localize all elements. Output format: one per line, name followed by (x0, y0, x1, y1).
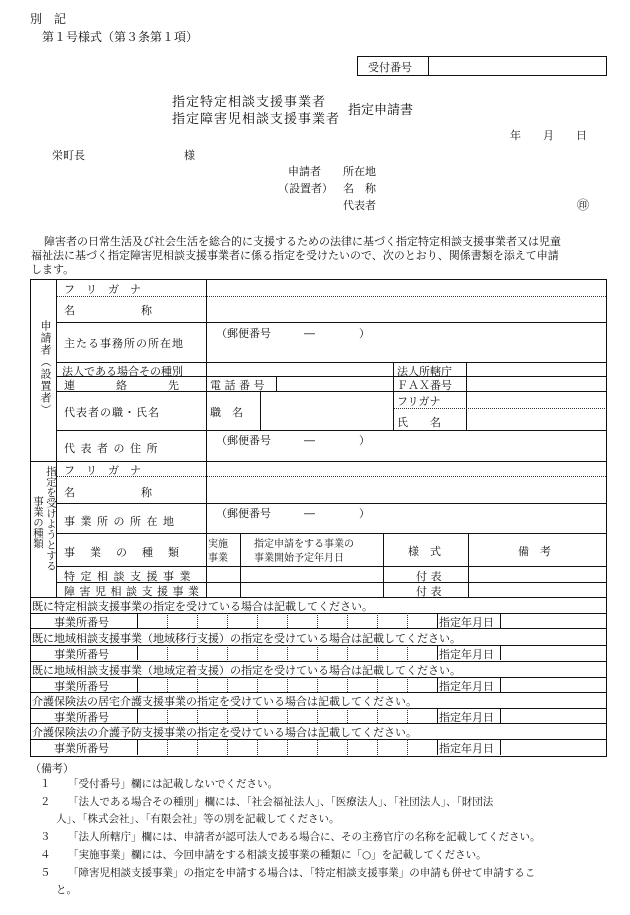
office-number-label-4: 事業所番号 (54, 711, 109, 724)
reception-label: 受付番号 (368, 61, 412, 74)
note-5: 「障害児相談支援事業」の指定を申請する場合は、「特定相談支援事業」の申請も併せて申請するこ (68, 867, 536, 879)
note-1-num: １ (40, 778, 51, 790)
main-office-label: 主たる事務所の所在地 (64, 337, 184, 350)
specific-consultation-date-input[interactable] (242, 568, 381, 581)
existing-note-1: 既に特定相談支援事業の指定を受けている場合は記載してください。 (32, 600, 373, 613)
main-office-postal[interactable]: （郵便番号 ― ） (216, 327, 370, 340)
designated-date-input[interactable] (502, 709, 603, 722)
corp-office-label: 法人所轄庁 (397, 365, 452, 378)
note-2: 「法人である場合その種別」欄には、「社会福祉法人」、「医療法人」、「社団法人」、「財団法 (68, 796, 494, 808)
specific-consultation-label: 特 定 相 談 支 援 事 業 (64, 570, 192, 583)
designated-date-label-5: 指定年月日 (439, 742, 494, 755)
applicant-name-label: 名 称 (64, 304, 152, 317)
note-5-num: ５ (40, 867, 51, 879)
start-date-label-2: 事業開始予定年月日 (254, 553, 344, 564)
corp-type-label: 法人である場合その種別 (62, 365, 183, 378)
existing-note-4: 介護保険法の居宅介護支援事業の指定を受けている場合は記載してください。 (32, 695, 417, 708)
office-number-input[interactable] (139, 740, 435, 754)
child-consultation-remarks-input[interactable] (470, 584, 603, 596)
note-3-num: ３ (40, 831, 51, 843)
business-furigana-input[interactable] (208, 462, 603, 475)
note-3: 「法人所轄庁」欄には、申請者が認可法人である場合に、その主務官庁の名称を記載してください。 (68, 831, 541, 843)
business-name-input[interactable] (208, 479, 603, 501)
remarks-label: 備 考 (518, 545, 551, 558)
post-label: 職 名 (210, 406, 243, 419)
note-4-num: ４ (40, 849, 51, 861)
reception-number-field[interactable] (430, 58, 604, 74)
format-label: 様 式 (408, 545, 441, 558)
impl-label-1: 実施 (208, 539, 228, 550)
business-type-label: 事 業 の 種 類 (64, 546, 181, 559)
seal-mark: ㊞ (577, 198, 590, 212)
office-number-label-3: 事業所番号 (54, 680, 109, 693)
applicant-side-label: 申請者（設置者） (39, 320, 52, 416)
fax-input[interactable] (468, 377, 603, 389)
intro-line-3: します。 (31, 263, 75, 276)
business-side-label-1: 指定を受けようとする (45, 466, 57, 571)
designated-date-label-1: 指定年月日 (439, 616, 494, 629)
applicant-name-input[interactable] (208, 298, 603, 320)
specific-consultation-form: 付 表 (416, 570, 442, 583)
rep-name-label: 氏 名 (397, 416, 441, 429)
title-suffix: 指定申請書 (348, 103, 414, 118)
applicant-label: 申請者 (288, 165, 321, 178)
title-line-1: 指定特定相談支援事業者 (172, 95, 327, 110)
tel-input[interactable] (278, 377, 390, 389)
specific-consultation-impl-input[interactable] (207, 568, 238, 581)
designated-date-input[interactable] (502, 646, 603, 659)
form-number: 第１号様式（第３条第１項） (42, 30, 199, 44)
rep-furigana-label: フリガナ (397, 395, 441, 408)
office-number-label-5: 事業所番号 (54, 742, 109, 755)
date-field[interactable]: 年 月 日 (510, 129, 587, 142)
corp-office-input[interactable] (468, 363, 603, 375)
existing-note-3: 既に地域相談支援事業（地域定着支援）の指定を受けている場合は記載してください。 (32, 664, 461, 677)
contact-label: 連 絡 先 (64, 379, 181, 392)
office-number-input[interactable] (139, 709, 435, 722)
note-4: 「実施事業」欄には、今回申請をする相談支援事業の種類に「○」を記載してください。 (68, 849, 487, 861)
name-label: 名 称 (343, 182, 376, 195)
specific-consultation-remarks-input[interactable] (470, 568, 603, 581)
intro-line-2: 福祉法に基づく指定障害児相談支援事業者に係る指定を受けたいので、次のとおり、関係書類を添えて申請 (31, 249, 559, 262)
rep-name-input[interactable] (468, 411, 603, 428)
rep-title-label: 代表者の職・氏名 (64, 406, 160, 419)
child-consultation-label: 障 害 児 相 談 支 援 事 業 (64, 585, 200, 598)
tel-label: 電 話 番 号 (210, 379, 265, 392)
office-number-input[interactable] (139, 646, 435, 659)
note-2-num: ２ (40, 796, 51, 808)
annex-label: 別 記 (30, 12, 67, 26)
note-5-cont: と。 (56, 884, 77, 896)
office-number-input[interactable] (139, 614, 435, 627)
office-number-input[interactable] (139, 678, 435, 691)
addressee: 栄町長 (52, 149, 85, 162)
title-line-2: 指定障害児相談支援事業者 (172, 112, 341, 127)
representative-label: 代表者 (343, 199, 376, 212)
child-consultation-form: 付 表 (416, 585, 442, 598)
business-name-label: 名 称 (64, 486, 152, 499)
business-address-postal[interactable]: （郵便番号 ― ） (216, 507, 370, 520)
applicant-furigana-input[interactable] (208, 281, 603, 295)
note-1: 「受付番号」欄には記載しないでください。 (68, 778, 278, 790)
honorific: 様 (184, 149, 195, 162)
rep-address-postal[interactable]: （郵便番号 ― ） (216, 434, 370, 447)
child-consultation-impl-input[interactable] (207, 584, 238, 596)
post-input[interactable] (262, 393, 391, 428)
applicant-furigana-label: フ リ ガ ナ (64, 283, 141, 296)
business-side-label-2: 事業の種類 (32, 496, 44, 549)
child-consultation-date-input[interactable] (242, 584, 381, 596)
designated-date-label-4: 指定年月日 (439, 711, 494, 724)
designated-date-input[interactable] (502, 678, 603, 691)
existing-note-5: 介護保険法の介護予防支援事業の指定を受けている場合は記載してください。 (32, 726, 417, 739)
office-number-label-1: 事業所番号 (54, 616, 109, 629)
designated-date-label-2: 指定年月日 (439, 648, 494, 661)
rep-address-label: 代 表 者 の 住 所 (64, 442, 159, 455)
rep-furigana-input[interactable] (468, 393, 603, 406)
notes-title: （備考） (30, 762, 74, 775)
establisher-label: （設置者） (278, 182, 333, 195)
impl-label-2: 事業 (208, 553, 228, 564)
intro-line-1: 障害者の日常生活及び社会生活を総合的に支援するための法律に基づく指定特定相談支援事業者又は児童 (44, 235, 561, 248)
business-address-label: 事 業 所 の 所 在 地 (64, 515, 175, 528)
business-furigana-label: フ リ ガ ナ (64, 464, 141, 477)
corp-type-input[interactable] (208, 363, 391, 375)
fax-label: ＦＡＸ番号 (397, 379, 452, 392)
designated-date-label-3: 指定年月日 (439, 680, 494, 693)
designated-date-input[interactable] (502, 614, 603, 627)
start-date-label-1: 指定申請をする事業の (254, 539, 354, 550)
office-number-label-2: 事業所番号 (54, 648, 109, 661)
designated-date-input[interactable] (502, 740, 603, 754)
note-2-cont: 人」、「株式会社」、「有限会社」等の別を記載してください。 (56, 813, 340, 825)
address-label: 所在地 (343, 165, 376, 178)
existing-note-2: 既に地域相談支援事業（地域移行支援）の指定を受けている場合は記載してください。 (32, 632, 461, 645)
